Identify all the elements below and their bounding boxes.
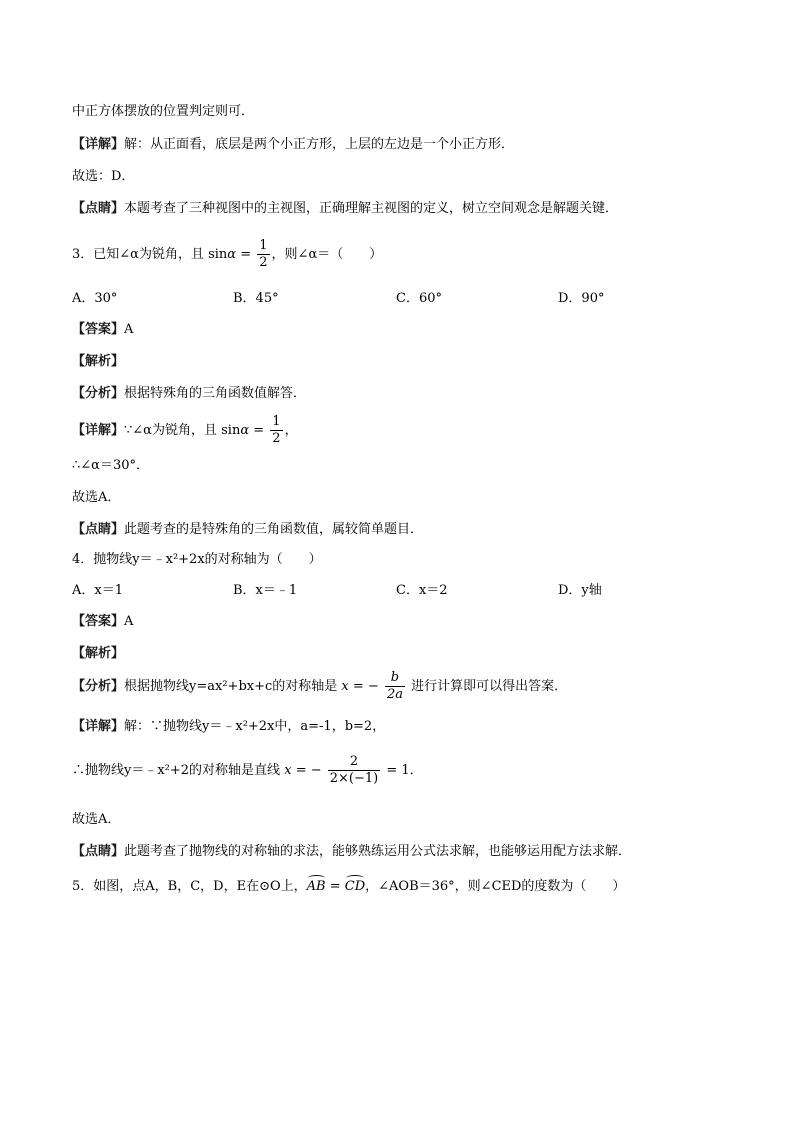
q4-option-d: D．y轴 bbox=[558, 583, 602, 598]
q5-eq: = bbox=[329, 879, 341, 894]
q3-alpha: α bbox=[227, 247, 237, 262]
q3-option-d: D．90° bbox=[558, 291, 605, 306]
q3-detail-alpha: α bbox=[240, 423, 250, 438]
q3-option-b: B．45° bbox=[233, 291, 279, 306]
q3-fraction bbox=[257, 238, 269, 271]
q3-detail-pre: ∵∠α为锐角，且 bbox=[124, 423, 217, 438]
q4-fenxi-den: 2a bbox=[386, 687, 403, 702]
q3-pre: 3．已知∠α为锐角，且 bbox=[72, 247, 204, 262]
detail-text: 解：从正面看，底层是两个小正方形，上层的左边是一个小正方形． bbox=[124, 137, 515, 152]
detail-tag: 【详解】 bbox=[72, 423, 125, 438]
dianjing-tag: 【点睛】 bbox=[72, 844, 125, 859]
q3-detail-num: 1 bbox=[272, 414, 281, 429]
q3-num: 1 bbox=[259, 238, 268, 253]
fenxi-tag: 【分析】 bbox=[72, 386, 125, 401]
q4-fenxi-fraction bbox=[385, 670, 405, 703]
comment-text: 本题考查了三种视图中的主视图，正确理解主视图的定义，树立空间观念是解题关键． bbox=[124, 201, 619, 216]
detail-tag: 【详解】 bbox=[72, 137, 125, 152]
comment-tag: 【点睛】 bbox=[72, 201, 125, 216]
q4-line2-num: 2 bbox=[349, 754, 359, 769]
dianjing-text: 此题考查的是特殊角的三角函数值，属较简单题目． bbox=[124, 522, 424, 537]
question-3-stem bbox=[72, 238, 382, 271]
fenxi-text: 根据特殊角的三角函数值解答． bbox=[124, 386, 307, 401]
q5-post: ，∠AOB＝36°，则∠CED的度数为（ ） bbox=[365, 879, 626, 894]
q3-therefore: ∴∠α＝30°． bbox=[72, 458, 149, 473]
choose-line: 故选：D． bbox=[72, 169, 135, 184]
question-4-stem: 4．抛物线y＝﹣x²+2x的对称轴为（ ） bbox=[72, 552, 322, 567]
q3-detail-den: 2 bbox=[272, 431, 281, 446]
q4-line2-fraction bbox=[328, 754, 380, 787]
q3-detail-post: ， bbox=[284, 423, 298, 438]
q3-detail-sin: sin bbox=[221, 423, 241, 438]
q3-fenxi bbox=[72, 385, 306, 403]
q4-line2 bbox=[72, 754, 423, 787]
q3-detail-eq: = bbox=[253, 423, 265, 438]
answer-tag: 【答案】 bbox=[72, 614, 125, 629]
q4-fenxi-num: b bbox=[390, 670, 400, 685]
q4-choose: 故选A． bbox=[72, 812, 121, 827]
dianjing-text: 此题考查了抛物线的对称轴的求法，能够熟练运用公式法求解，也能够运用配方法求解． bbox=[124, 844, 632, 859]
q4-fenxi-x: x bbox=[341, 679, 349, 694]
q3-post: ，则∠α＝（ ） bbox=[271, 247, 383, 262]
q3-detail-fraction bbox=[270, 414, 282, 447]
fenxi-tag: 【分析】 bbox=[72, 679, 125, 694]
q4-line2-x: x bbox=[284, 763, 292, 778]
q4-answer bbox=[72, 613, 133, 631]
q4-option-a: A．x＝1 bbox=[72, 583, 123, 598]
q4-line2-eq: = − bbox=[295, 763, 322, 778]
answer-value: A bbox=[124, 614, 134, 629]
detail-line bbox=[72, 136, 514, 154]
q4-fenxi-post: 进行计算即可以得出答案． bbox=[411, 679, 568, 694]
q4-line2-den: 2×(−1) bbox=[329, 771, 379, 786]
q3-analysis-tag: 【解析】 bbox=[72, 354, 125, 369]
q4-fenxi-eq: = − bbox=[352, 679, 379, 694]
q4-fenxi-pre: 根据抛物线y=ax²+bx+c的对称轴是 bbox=[124, 679, 338, 694]
answer-value: A bbox=[124, 322, 134, 337]
q3-option-c: C．60° bbox=[396, 291, 442, 306]
q3-dianjing bbox=[72, 521, 423, 539]
dianjing-tag: 【点睛】 bbox=[72, 522, 125, 537]
question-5-stem bbox=[72, 878, 625, 896]
q3-choose: 故选A． bbox=[72, 490, 121, 505]
q4-option-b: B．x＝﹣1 bbox=[233, 583, 298, 598]
q4-detail bbox=[72, 718, 385, 736]
detail-tag: 【详解】 bbox=[72, 719, 125, 734]
arc-ab: AB bbox=[306, 879, 326, 894]
q4-analysis-tag: 【解析】 bbox=[72, 646, 125, 661]
comment-line bbox=[72, 200, 618, 218]
q3-sin: sin bbox=[208, 247, 228, 262]
q3-eq: = bbox=[240, 247, 252, 262]
q3-answer bbox=[72, 321, 133, 339]
q3-detail bbox=[72, 414, 298, 447]
q3-den: 2 bbox=[259, 255, 268, 270]
q5-pre: 5．如图，点A，B，C，D，E在⊙O上， bbox=[72, 879, 307, 894]
q3-option-a: A．30° bbox=[72, 291, 118, 306]
q4-fenxi bbox=[72, 670, 567, 703]
q4-line2-pre: ∴抛物线y＝﹣x²+2的对称轴是直线 bbox=[72, 763, 281, 778]
q4-dianjing bbox=[72, 843, 631, 861]
q4-option-c: C．x＝2 bbox=[396, 583, 448, 598]
arc-cd: CD bbox=[344, 879, 366, 894]
detail-text: 解：∵抛物线y＝﹣x²+2x中，a=-1，b=2， bbox=[124, 719, 386, 734]
answer-tag: 【答案】 bbox=[72, 322, 125, 337]
q4-line2-post: = 1． bbox=[386, 763, 423, 778]
text-line: 中正方体摆放的位置判定则可． bbox=[72, 104, 255, 119]
